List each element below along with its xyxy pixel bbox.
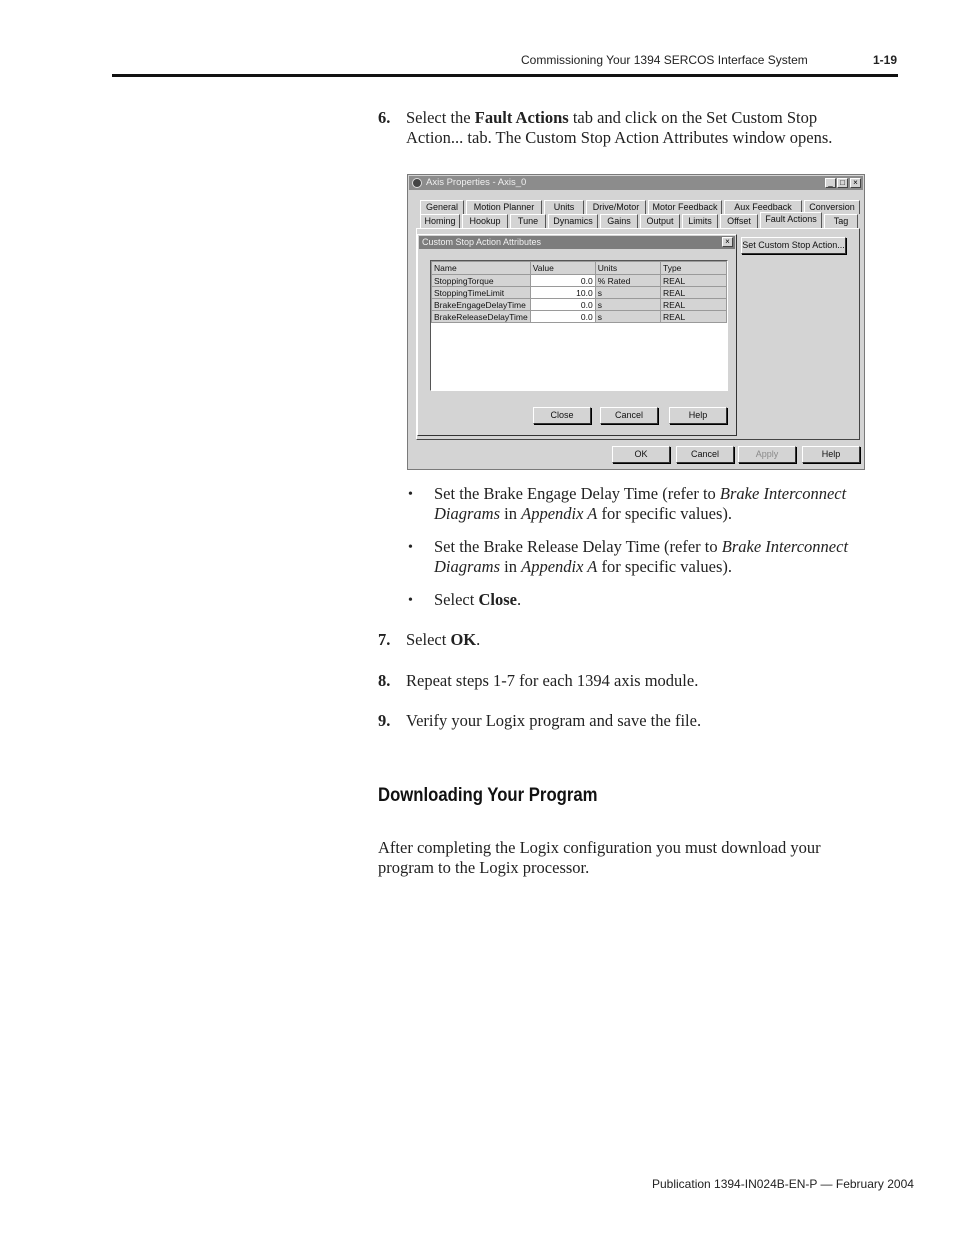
- tab-tag[interactable]: Tag: [824, 214, 858, 228]
- dialog-titlebar: [419, 236, 735, 249]
- step-7-text: [406, 630, 480, 650]
- table-row[interactable]: [432, 287, 727, 299]
- bullet-1-mid: in: [500, 504, 522, 523]
- dialog-title: Custom Stop Action Attributes: [422, 237, 542, 247]
- bullet-1-ital2: Diagrams: [434, 504, 501, 523]
- step-8-text: Repeat steps 1-7 for each 1394 axis module.: [406, 671, 699, 690]
- tab-conversion[interactable]: Conversion: [804, 200, 860, 214]
- dialog-close-icon[interactable]: ×: [722, 237, 733, 247]
- cell-value[interactable]: 0.0: [530, 275, 595, 287]
- tab-fault-actions[interactable]: Fault Actions: [760, 212, 822, 228]
- step-6-text: [406, 108, 832, 148]
- maximize-icon[interactable]: □: [837, 178, 848, 188]
- bullet-1-post: for specific values).: [597, 504, 733, 523]
- dialog-help-button[interactable]: Help: [669, 407, 727, 424]
- grid-header-row: [432, 262, 727, 275]
- bullet-2-pre: Set the Brake Release Delay Time (refer to: [434, 537, 722, 556]
- bullet-1: [434, 484, 846, 524]
- tab-hookup[interactable]: Hookup: [462, 214, 508, 228]
- section-heading: Downloading Your Program: [378, 785, 598, 806]
- step-7-number: 7.: [378, 630, 391, 649]
- bullet-2-ital2: Diagrams: [434, 557, 501, 576]
- tab-homing[interactable]: Homing: [420, 214, 460, 228]
- bullet-1-pre: Set the Brake Engage Delay Time (refer to: [434, 484, 720, 503]
- column-header-type[interactable]: Type: [660, 262, 726, 275]
- bullet-1-ital1: Brake Interconnect: [719, 484, 847, 503]
- tab-output[interactable]: Output: [640, 214, 680, 228]
- bullet-2-ital3: Appendix A: [521, 557, 598, 576]
- table-row[interactable]: [432, 275, 727, 287]
- step-6-pre: Select the: [406, 108, 475, 127]
- step-7-pre: Select: [406, 630, 451, 649]
- ok-button[interactable]: OK: [612, 446, 670, 463]
- step-6-number: 6.: [378, 108, 391, 127]
- bullet-2-ital1: Brake Interconnect: [721, 537, 849, 556]
- dialog-cancel-button[interactable]: Cancel: [600, 407, 658, 424]
- cell-type: REAL: [660, 287, 726, 299]
- step-7-post: .: [476, 630, 481, 649]
- tab-units[interactable]: Units: [544, 200, 584, 214]
- step-6-line2: Action... tab. The Custom Stop Action Attributes window opens.: [406, 128, 833, 147]
- window-title: Axis Properties - Axis_0: [426, 177, 527, 188]
- help-button[interactable]: Help: [802, 446, 860, 463]
- bullet-1-dot: •: [408, 487, 413, 502]
- cell-units: s: [595, 287, 660, 299]
- column-header-name[interactable]: Name: [432, 262, 531, 275]
- close-icon[interactable]: ×: [850, 178, 861, 188]
- step-7-bold: OK: [450, 630, 477, 649]
- axis-properties-window: [407, 174, 865, 470]
- step-9-number: 9.: [378, 711, 391, 730]
- table-row[interactable]: [432, 311, 727, 323]
- column-header-value[interactable]: Value: [530, 262, 595, 275]
- step-6-post: tab and click on the Set Custom Stop: [568, 108, 818, 127]
- cell-units: s: [595, 299, 660, 311]
- cell-type: REAL: [660, 275, 726, 287]
- step-9-text: Verify your Logix program and save the file.: [406, 711, 702, 730]
- dialog-close-button[interactable]: Close: [533, 407, 591, 424]
- section-paragraph: [378, 838, 821, 878]
- cell-name: StoppingTimeLimit: [432, 287, 531, 299]
- bullet-2-dot: •: [408, 540, 413, 555]
- page-number: 1-19: [873, 53, 898, 67]
- bullet-2-mid: in: [500, 557, 522, 576]
- attributes-grid: [430, 260, 728, 391]
- cell-units: % Rated: [595, 275, 660, 287]
- cancel-button[interactable]: Cancel: [676, 446, 734, 463]
- bullet-1-ital3: Appendix A: [521, 504, 598, 523]
- custom-stop-action-dialog: [417, 234, 737, 436]
- app-icon: [412, 178, 422, 188]
- publication-footer: Publication 1394-IN024B-EN-P — February 2004: [652, 1177, 914, 1191]
- step-8-number: 8.: [378, 671, 391, 690]
- set-custom-stop-action-button[interactable]: Set Custom Stop Action...: [741, 237, 846, 254]
- minimize-icon[interactable]: _: [825, 178, 836, 188]
- tab-drive-motor[interactable]: Drive/Motor: [586, 200, 646, 214]
- tab-dynamics[interactable]: Dynamics: [548, 214, 598, 228]
- tab-motion-planner[interactable]: Motion Planner: [466, 200, 542, 214]
- cell-value[interactable]: 0.0: [530, 299, 595, 311]
- cell-name: BrakeEngageDelayTime: [432, 299, 531, 311]
- bullet-3-bold: Close: [478, 590, 517, 609]
- bullet-3-pre: Select: [434, 590, 479, 609]
- bullet-2-post: for specific values).: [597, 557, 733, 576]
- bullet-2: [434, 537, 848, 577]
- tab-general[interactable]: General: [420, 200, 464, 214]
- cell-units: s: [595, 311, 660, 323]
- cell-name: StoppingTorque: [432, 275, 531, 287]
- cell-value[interactable]: 10.0: [530, 287, 595, 299]
- table-row[interactable]: [432, 299, 727, 311]
- section-para-line1: After completing the Logix configuration you must download your: [378, 838, 821, 857]
- section-para-line2: program to the Logix processor.: [378, 858, 590, 877]
- column-header-units[interactable]: Units: [595, 262, 660, 275]
- tab-tune[interactable]: Tune: [510, 214, 546, 228]
- step-6-bold: Fault Actions: [474, 108, 569, 127]
- tab-offset[interactable]: Offset: [720, 214, 758, 228]
- tab-motor-feedback[interactable]: Motor Feedback: [648, 200, 722, 214]
- apply-button[interactable]: Apply: [738, 446, 796, 463]
- step-6: [378, 108, 390, 128]
- window-titlebar: [409, 176, 863, 190]
- bullet-3: [434, 590, 521, 610]
- tab-limits[interactable]: Limits: [682, 214, 718, 228]
- bullet-3-post: .: [516, 590, 522, 609]
- tab-aux-feedback[interactable]: Aux Feedback: [724, 200, 802, 214]
- cell-value[interactable]: 0.0: [530, 311, 595, 323]
- header-rule: [112, 74, 898, 77]
- cell-type: REAL: [660, 311, 726, 323]
- tab-gains[interactable]: Gains: [600, 214, 638, 228]
- bullet-3-dot: •: [408, 593, 413, 608]
- cell-name: BrakeReleaseDelayTime: [432, 311, 531, 323]
- cell-type: REAL: [660, 299, 726, 311]
- running-header-title: Commissioning Your 1394 SERCOS Interface System: [521, 53, 808, 67]
